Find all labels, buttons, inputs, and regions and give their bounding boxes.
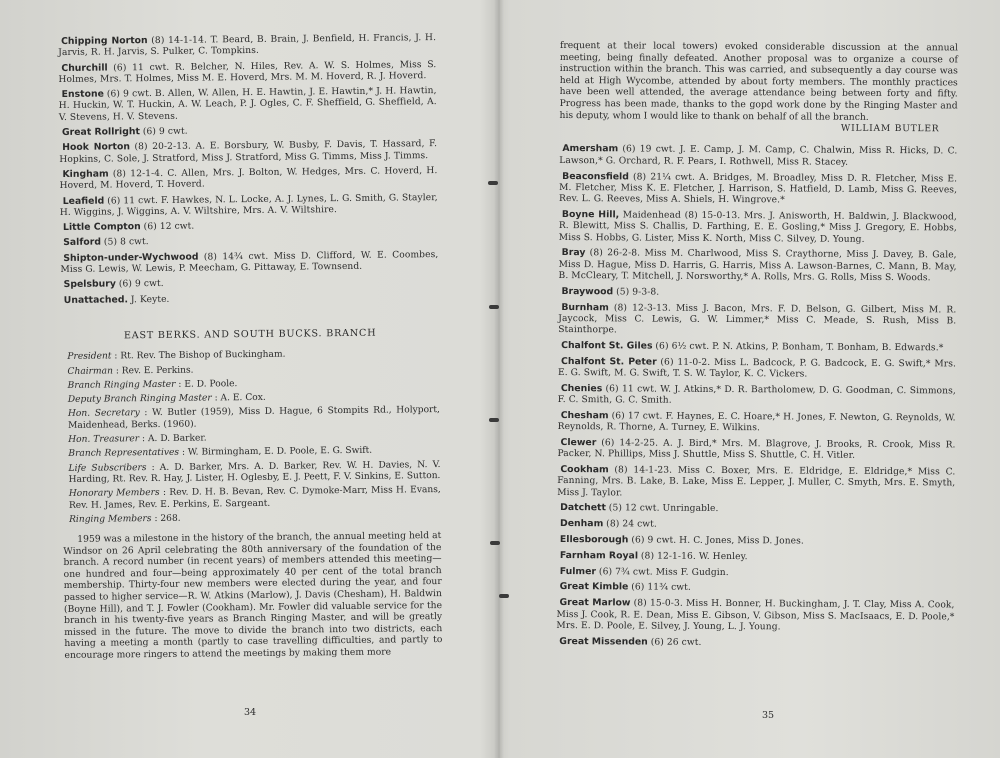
tower-name: Great Rollright (61, 126, 140, 139)
staple-mark (489, 418, 499, 422)
officer-role: Branch Ringing Master (67, 379, 176, 391)
tower-name: Chalfont St. Peter (561, 355, 657, 368)
officer-line (62, 377, 440, 392)
officer-line (62, 431, 440, 446)
officer-line (63, 511, 441, 526)
tower-name: Ellesborough (559, 534, 629, 546)
tower-details: Maidenhead (8) 15-0-13. Mrs. J. Anisworth, H. Baldwin, J. Blackwood, R. Blewitt, Miss S. Challis, D. Farthing, E. E. Gosling,* Miss J. Gregory, E. Hobbs, Miss S. Hobbs, G. Lister, Miss K. North, Miss C. Silvey, D. Young. (558, 210, 957, 245)
officer-details: : A. D. Barker. (141, 433, 207, 445)
officer-details: : E. D. Poole. (178, 378, 238, 390)
tower-entry (61, 291, 439, 307)
tower-name: Denham (560, 518, 604, 530)
officer-role: Ringing Members (69, 513, 152, 525)
tower-name: Cookham (560, 464, 609, 476)
tower-entry (559, 247, 957, 284)
tower-entry (557, 534, 955, 549)
tower-entry (61, 275, 439, 291)
tower-details: (8) 14-1-23. Miss C. Boxer, Mrs. E. Eldridge, E. Eldridge,* Miss C. Fanning, Mrs. B. Lake, B. Lake, Miss E. Lepper, J. Muller, C. Smyth, Mrs. E. Smyth, Miss J. Taylor. (557, 465, 956, 499)
tower-name: Farnham Royal (559, 549, 639, 562)
officer-role: Branch Representatives (68, 448, 180, 460)
officer-line (61, 363, 439, 378)
officer-role: Chairman (67, 365, 113, 377)
tower-list (556, 143, 957, 650)
tower-entry (557, 550, 955, 565)
tower-details: (6) 6½ cwt. P. N. Atkins, P. Bonham, T. Bonham, B. Edwards.* (655, 341, 944, 354)
tower-name: Unattached. (63, 293, 129, 306)
tower-details: (5) 8 cwt. (103, 237, 149, 248)
tower-name: Great Kimble (559, 581, 629, 593)
tower-name: Fulmer (559, 565, 597, 577)
tower-entry (557, 581, 955, 596)
officer-line (62, 391, 440, 406)
tower-details: (8) 14-1-14. T. Beard, B. Brain, J. Benfield, H. Francis, J. H. Jarvis, R. H. Jarvis, S. Pulker, C. Tompkins. (58, 33, 437, 59)
tower-entry (58, 59, 436, 87)
tower-details: (8) 14¾ cwt. Miss D. Clifford, W. E. Coombes, Miss G. Lewis, W. Lewis, P. Meecham, G. Pittaway, E. Townsend. (60, 249, 439, 276)
tower-details: (8) 20-2-13. A. E. Borsbury, W. Busby, F. Davis, T. Hassard, F. Hopkins, C. Sole, J. Stratford, Miss J. Stratford, Miss G. Timms, Miss J. Timms. (59, 139, 438, 165)
tower-details: (6) 9 cwt. B. Allen, W. Allen, H. E. Hawtin, J. E. Hawtin,* J. H. Hawtin, H. Huckin, W. T. Huckin, A. W. Leach, P. J. Ogles, C. F. Sheffield, G. Sheffield, A. V. Stevens, H. V. Stevens. (58, 86, 437, 123)
tower-entry (59, 85, 437, 124)
book-gutter (494, 0, 504, 758)
tower-entry (558, 356, 956, 382)
tower-name: Little Compton (62, 221, 141, 234)
officer-details: : Rev. D. H. B. Bevan, Rev. C. Dymoke-Marr, Miss H. Evans, Rev. H. James, Rev. E. Perkins, E. Sargeant. (68, 485, 441, 511)
tower-name: Hook Norton (62, 141, 131, 154)
left-page (58, 32, 443, 662)
tower-name: Burnham (561, 301, 609, 313)
tower-details: (5) 9-3-8. (616, 287, 660, 298)
report-paragraph: frequent at their local towers) evoked considerable discussion at the annual meeting, being finally defeated. Another proposal was to organize a course of instruction within the branch. This was carried, and subsequently a day course was held at High Wycombe, attended by about forty members. The monthly practices have been well attended, the average attendance being between forty and fifty. Progress has been made, thanks to the gopd work done by the Ringing Master and his deputy, whom I would like to thank on behalf of all the branch. (559, 40, 958, 123)
tower-entry (559, 143, 957, 169)
tower-details: (8) 26-2-8. Miss M. Charlwood, Miss S. Craythorne, Miss J. Davey, B. Gale, Miss D. Hague, Miss D. Harris, G. Harris, Miss A. Lawson-Barnes, C. Mann, B. May, B. McCleary, T. Mitchell, J. Norsworthy,* A. Rolls, Mrs. G. Rolls, Miss S. Woods. (558, 248, 957, 284)
tower-details: (5) 12 cwt. Unringable. (608, 503, 719, 515)
tower-entry (558, 286, 956, 301)
tower-entry (557, 566, 955, 581)
staple-mark (499, 594, 509, 598)
officer-details: : W. Birmingham, E. D. Poole, E. G. Swift. (181, 446, 373, 459)
officer-details: : A. D. Barker, Mrs. A. D. Barker, Rev. W. H. Davies, N. V. Harding, Rt. Rev. R. Hay, J. Lister, H. Oglesby, E. J. Peett, F. V. Sinkins, E. Sutton. (68, 459, 441, 485)
tower-entry (59, 165, 437, 193)
officer-role: Honorary Members (68, 488, 160, 500)
tower-name: Churchill (61, 62, 108, 74)
tower-name: Salford (63, 237, 102, 249)
officer-details: : 268. (154, 513, 181, 524)
officer-role: Hon. Treasurer (68, 434, 140, 445)
tower-details: (6) 11 cwt. R. Belcher, N. Hiles, Rev. A. W. S. Holmes, Miss S. Holmes, Mrs. T. Holmes, Miss M. E. Hoverd, Mrs. M. M. Hoverd, R. J. Hoverd. (58, 59, 437, 85)
tower-name: Enstone (61, 88, 104, 101)
tower-entry (559, 171, 957, 208)
tower-details: (6) 9 cwt. (142, 126, 188, 138)
tower-details: (8) 15-0-3. Miss H. Bonner, H. Buckingham, J. T. Clay, Miss A. Cook, Miss J. Cook, R. E. Dean, Miss E. Gibson, V. Gibson, Miss S. MacIsaacs, E. D. Poole,* Mrs. E. D. Poole, E. Silvey, J. Young, L. J. Young. (556, 598, 955, 633)
tower-name: Great Missenden (559, 635, 648, 648)
tower-name: Chesham (560, 409, 609, 422)
tower-entry (60, 249, 438, 277)
staple-mark (489, 305, 499, 309)
tower-details: (6) 11 cwt. W. J. Atkins,* D. R. Bartholomew, D. G. Goodman, C. Simmons, F. C. Smith, G. C. Smith. (557, 384, 956, 406)
tower-entry (59, 138, 437, 166)
tower-entry (58, 32, 436, 60)
officer-role: Hon. Secretary (67, 408, 140, 420)
tower-name: Beaconsfield (562, 170, 629, 182)
officer-line (62, 460, 440, 487)
tower-entry (558, 302, 956, 339)
officer-line (63, 485, 441, 512)
tower-name: Boyne Hill, (561, 208, 620, 221)
tower-name: Bray (561, 247, 586, 259)
tower-details: (6) 9 cwt. H. C. Jones, Miss D. Jones. (631, 535, 804, 547)
tower-entry (60, 192, 438, 220)
right-page (556, 40, 958, 654)
tower-entry (557, 464, 955, 501)
tower-name: Leafield (62, 195, 105, 207)
section-title: EAST BERKS. AND SOUTH BUCKS. BRANCH (123, 327, 377, 342)
tower-name: Great Marlow (559, 597, 631, 609)
tower-entry (559, 209, 957, 246)
tower-details: (8) 12-3-13. Miss J. Bacon, Mrs. F. D. Belson, G. Gilbert, Miss M. R. Jaycock, Miss C. Lewis, G. W. Limmer,* Miss C. Meade, S. Rush, Miss B. Stainthorpe. (558, 302, 957, 336)
tower-details: (8) 12-1-16. W. Henley. (640, 551, 748, 563)
report-paragraph: 1959 was a milestone in the history of the branch, the annual meeting held at Windsor on 26 April celebrating the 80th anniversary of the foundation of the branch. A record number (in recent years) of members attended this meeting—one hundred and four—being approximately 40 per cent of the total branch membership. Thirty-four new members were elected during the year, and four passed to higher service—R. W. Atkins (Marlow), J. Davis (Chesham), H. Baldwin (Boyne Hill), and T. J. Fowler (Cookham). Mr. Fowler did valuable service for the branch in his twenty-five years as Branch Ringing Master, and will be greatly missed in the future. The move to divide the branch into two districts, each having a meeting a month (partly to case travelling difficulties, and partly to encourage more ringers to attend the meetings by making them more (63, 530, 443, 661)
tower-entry (59, 123, 437, 139)
staple-mark (490, 541, 500, 545)
tower-details: (6) 7¾ cwt. Miss F. Gudgin. (598, 566, 729, 578)
tower-name: Spelsbury (63, 278, 116, 291)
tower-name: Clewer (560, 436, 597, 449)
signature: WILLIAM BUTLER (840, 123, 940, 135)
tower-name: Datchett (560, 502, 606, 514)
tower-entry (556, 597, 954, 634)
tower-entry (557, 518, 955, 533)
officer-role: President (67, 351, 112, 363)
tower-list (58, 32, 439, 307)
tower-details: (6) 26 cwt. (650, 637, 702, 648)
tower-details: (6) 14-2-25. A. J. Bird,* Mrs. M. Blagrove, J. Brooks, R. Crook, Miss R. Packer, N. Phillips, Miss J. Shuttle, Miss S. Shuttle, C. H. Vitler. (557, 438, 956, 462)
tower-name: Braywood (561, 285, 614, 298)
tower-details: (6) 17 cwt. F. Haynes, E. C. Hoare,* H. Jones, F. Newton, G. Reynolds, W. Reynolds, R. Thorne, A. Turney, E. Wilkins. (557, 411, 956, 434)
tower-details: (6) 11 cwt. F. Hawkes, N. L. Locke, A. J. Lynes, L. G. Smith, G. Stayler, H. Wiggins, J. Wiggins, A. V. Wiltshire, Mrs. A. V. Wiltshire. (59, 192, 438, 218)
tower-entry (557, 437, 955, 463)
tower-entry (557, 502, 955, 517)
officer-role: Deputy Branch Ringing Master (67, 393, 212, 406)
tower-entry (60, 233, 438, 249)
tower-name: Kingham (62, 168, 109, 180)
tower-entry (558, 383, 956, 409)
officer-line (62, 445, 440, 460)
staple-mark (488, 181, 498, 185)
tower-entry (558, 340, 956, 355)
tower-details: (8) 24 cwt. (606, 519, 657, 530)
officer-details: : A. E. Cox. (214, 392, 266, 404)
tower-details: (6) 12 cwt. (143, 221, 195, 233)
officer-list (61, 348, 441, 526)
tower-name: Chenies (560, 382, 603, 395)
officer-line (62, 405, 440, 432)
tower-details: (6) 11-0-2. Miss L. Badcock, P. G. Badcock, E. G. Swift,* Mrs. E. G. Swift, M. G. Swift, T. S. W. Taylor, K. C. Vickers. (557, 357, 957, 380)
officer-details: : Rev. E. Perkins. (115, 365, 194, 376)
tower-details: (8) 21¼ cwt. A. Bridges, M. Broadley, Miss D. R. Fletcher, Miss E. M. Fletcher, Miss K. E. Fletcher, J. Harrison, S. Hatfield, D. Lamb, Miss G. Reeves, Rev. L. G. Reeves, Miss A. Shiels, H. Wingrove.* (558, 171, 958, 206)
tower-details: (6) 9 cwt. (118, 279, 164, 290)
tower-name: Chalfont St. Giles (561, 339, 653, 352)
page-number: 34 (244, 707, 257, 718)
officer-details: : Rt. Rev. The Bishop of Buckingham. (114, 349, 286, 362)
tower-details: (6) 11¾ cwt. (631, 582, 691, 594)
tower-entry (556, 636, 954, 651)
tower-details: (8) 12-1-4. C. Allen, Mrs. J. Bolton, W. Hedges, Mrs. C. Hoverd, H. Hoverd, M. Hoverd, T. Hoverd. (59, 166, 438, 192)
tower-entry (558, 410, 956, 436)
tower-name: Chipping Norton (60, 35, 148, 47)
tower-details: (6) 19 cwt. J. E. Camp, J. M. Camp, C. Chalwin, Miss R. Hicks, D. C. Lawson,* G. Orchard, R. F. Pears, I. Rothwell, Miss R. Stacey. (559, 144, 958, 168)
officer-details: : W. Butler (1959), Miss D. Hague, 6 Stompits Rd., Holyport, Maidenhead, Berks. (1960). (68, 405, 440, 431)
tower-name: Amersham (562, 143, 619, 155)
page-number: 35 (762, 710, 775, 721)
officer-line (61, 348, 439, 363)
tower-name: Shipton-under-Wychwood (63, 251, 199, 264)
tower-entry (60, 218, 438, 234)
officer-role: Life Subscribers (68, 462, 147, 474)
tower-details: J. Keyte. (130, 294, 170, 305)
